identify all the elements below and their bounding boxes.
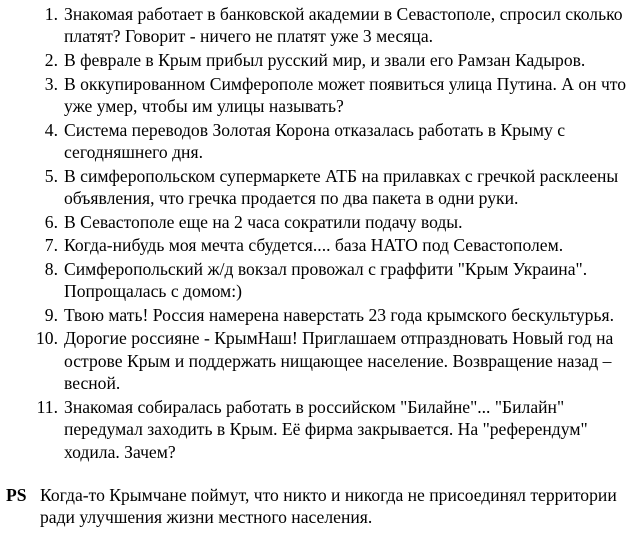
list-item: [0, 49, 641, 71]
numbered-list: [0, 3, 641, 464]
item-text: В Севастополе еще на 2 часа сократили подачу воды.: [64, 211, 463, 232]
list-item: [0, 211, 641, 233]
item-text: Знакомая работает в банковской академии в Севастополе, спросил сколько платят? Говорит - ничего не платят уже 3 месяца.: [64, 4, 623, 47]
item-text: Дорогие россияне - КрымНаш! Приглашаем отпраздновать Новый год на острове Крым и поддержать нищающее население. Возвращение назад – весной.: [64, 328, 614, 394]
item-number: 6.: [44, 211, 58, 232]
item-number: 3.: [44, 73, 58, 94]
item-number: 10.: [36, 328, 58, 349]
item-text: В феврале в Крым прибыл русский мир, и звали его Рамзан Кадыров.: [64, 50, 586, 70]
postscript-text: Когда-то Крымчане поймут, что никто и никогда не присоединял территории ради улучшения жизни местного населения.: [40, 485, 617, 528]
item-text: Когда-нибудь моя мечта сбудется.... база НАТО под Севастополем.: [64, 235, 564, 256]
item-text: Знакомая собиралась работать в российском "Билайне"... "Билайн" передумал заходить в Крым. Её фирма закрывается. На "референдум" ходила. Зачем?: [64, 396, 588, 462]
item-text: Симферопольский ж/д вокзал провожал с граффити "Крым Украина". Попрощалась с домом:): [64, 258, 588, 302]
item-number: 7.: [44, 235, 58, 256]
list-item: [0, 3, 641, 48]
postscript-label: PS: [6, 485, 27, 505]
list-item: [0, 73, 641, 118]
item-text: В симферопольском супермаркете АТБ на прилавках с гречкой расклеены объявления, что гречка продается по два пакета в одни руки.: [64, 165, 619, 208]
item-number: 9.: [44, 304, 58, 325]
item-number: 1.: [44, 4, 58, 24]
item-text: Твою мать! Россия намерена наверстать 23 года крымского бескультурья.: [64, 304, 614, 325]
list-item: [0, 119, 641, 164]
item-number: 8.: [44, 258, 58, 279]
item-number: 4.: [44, 119, 58, 140]
list-item: [0, 258, 641, 303]
item-text: В оккупированном Симферополе может появиться улица Путина. А он что уже умер, чтобы им улицы называть?: [64, 73, 627, 116]
item-number: 11.: [36, 396, 58, 417]
postscript: [0, 484, 641, 529]
item-number: 2.: [44, 50, 58, 70]
list-item: [0, 234, 641, 256]
list-item: [0, 327, 641, 394]
list-item: [0, 165, 641, 210]
item-number: 5.: [44, 165, 58, 186]
list-item: [0, 396, 641, 463]
item-text: Система переводов Золотая Корона отказалась работать в Крыму с сегодняшнего дня.: [64, 119, 565, 162]
list-item: [0, 304, 641, 326]
